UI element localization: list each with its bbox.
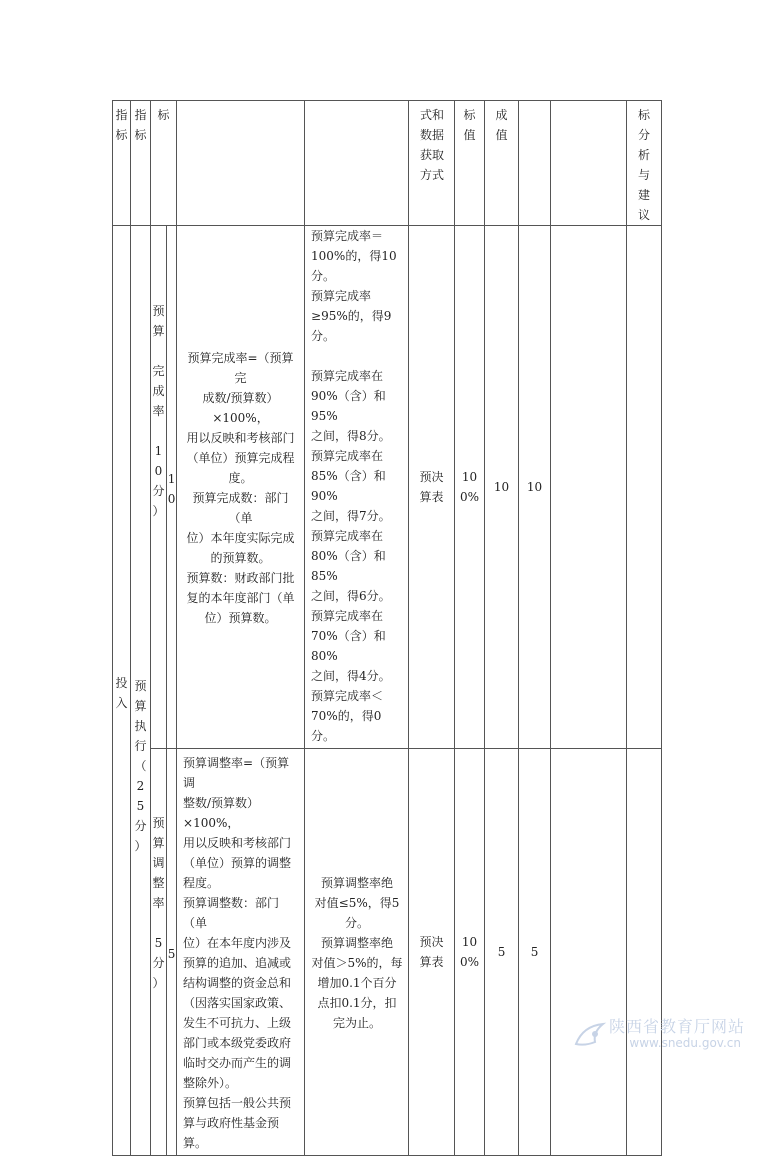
criteria-line: 增加0.1个百分 (317, 976, 397, 990)
criteria-line: 预算完成率在 (311, 529, 384, 543)
definition-line: 的预算数。 (210, 551, 271, 565)
criteria-line: 之间，得4分。 (311, 669, 391, 683)
criteria-line: 70%的，得0分。 (311, 709, 382, 743)
target-line: 0% (459, 955, 480, 969)
level2-char: 行 (134, 738, 147, 753)
criteria-line: 分。 (345, 916, 370, 930)
indicator-name-char (151, 913, 166, 933)
header-line: 数据 (420, 128, 445, 142)
source-line: 预决 (419, 470, 444, 484)
level1-cell (113, 226, 131, 1156)
indicator-name-char: 率 (152, 896, 165, 910)
watermark-title: 陕西省教育厅网站 (608, 1017, 745, 1036)
actual-value: 5 (497, 945, 506, 959)
score-value: 5 (530, 945, 539, 959)
indicator-name-char: 分 (152, 956, 165, 970)
header-char: 标 (115, 128, 128, 142)
actual-cell (485, 226, 519, 749)
definition-line: 度。 (228, 471, 253, 485)
indicator-name-char: 成 (152, 384, 165, 398)
level2-char: 执 (134, 718, 147, 733)
header-deduction (551, 101, 627, 226)
site-logo-icon (573, 1020, 607, 1050)
criteria-line: 85%（含）和90% (311, 469, 386, 503)
level2-char: 5 (136, 798, 145, 813)
criteria-line: 完为止。 (333, 1016, 382, 1030)
definition-line: 位）本年度实际完成 (186, 531, 295, 545)
table-row (113, 226, 662, 749)
criteria-line: 90%（含）和95% (311, 389, 386, 423)
header-char: 标 (638, 108, 651, 122)
criteria-line: 预算完成率＝ (311, 229, 384, 243)
target-line: 10 (461, 935, 478, 949)
deduction-cell (551, 226, 627, 749)
level2-char: 2 (136, 778, 145, 793)
indicator-name-char: 1 (154, 444, 163, 458)
header-level3 (151, 101, 177, 226)
source-cell (409, 749, 455, 1156)
table-row (113, 749, 662, 1156)
level1-char: 入 (115, 695, 128, 710)
criteria-line: 预算完成率在 (311, 609, 384, 623)
weight-cell (167, 749, 177, 1156)
definition-line: 用以反映和考核部门 (183, 836, 292, 850)
indicator-name-char: 算 (152, 324, 165, 338)
indicator-name-char (151, 341, 166, 361)
definition-line: 整数/预算数）×100%， (183, 796, 260, 830)
header-char: 值 (463, 128, 476, 142)
criteria-line: 预算完成率在 (311, 449, 384, 463)
indicator-name-char: 调 (152, 856, 165, 870)
header-criteria (305, 101, 409, 226)
indicator-name-char: 整 (152, 876, 165, 890)
definition-line: 算。 (183, 1136, 208, 1150)
criteria-line (311, 346, 403, 366)
indicator-name-char: ） (152, 504, 165, 518)
criteria-line: ≥95%的，得9分。 (311, 309, 392, 343)
level2-cell (131, 226, 151, 1156)
indicator-name-char: 算 (152, 836, 165, 850)
criteria-line: 分。 (311, 269, 336, 283)
definition-line: 临时交办而产生的调 (183, 1056, 292, 1070)
criteria-cell (305, 749, 409, 1156)
header-source (409, 101, 455, 226)
indicator-name-char: 预 (152, 304, 165, 318)
criteria-line: 点扣0.1分，扣 (317, 996, 397, 1010)
definition-line: （因落实国家政策、 (183, 996, 292, 1010)
analysis-cell (627, 749, 662, 1156)
indicator-name-char: ） (152, 976, 165, 990)
weight-char: 1 (167, 472, 176, 486)
target-line: 0% (459, 490, 480, 504)
actual-value: 10 (493, 480, 510, 494)
header-char: 值 (495, 128, 508, 142)
source-line: 算表 (419, 955, 444, 969)
header-definition (177, 101, 305, 226)
definition-line: （单位）预算完成程 (186, 451, 295, 465)
indicator-name-char: 率 (152, 404, 165, 418)
indicator-name-char (151, 421, 166, 441)
header-line: 获取 (420, 148, 445, 162)
actual-cell (485, 749, 519, 1156)
level2-char: 算 (134, 698, 147, 713)
target-cell (455, 226, 485, 749)
header-analysis (627, 101, 662, 226)
definition-line: 程度。 (183, 876, 220, 890)
criteria-line: 预算完成率＜ (311, 689, 384, 703)
score-cell (519, 749, 551, 1156)
header-char: 析 (638, 148, 651, 162)
indicator-name-cell (151, 749, 167, 1156)
indicator-name-cell (151, 226, 167, 749)
score-value: 10 (526, 480, 543, 494)
definition-line: 预算数：财政部门批 (186, 571, 295, 585)
definition-line: 成数/预算数）×100%， (202, 391, 279, 425)
criteria-line: 对值＞5%的，每 (311, 956, 403, 970)
definition-line: 算与政府性基金预 (183, 1116, 280, 1130)
performance-evaluation-table (112, 100, 662, 1156)
indicator-name-char: 0 (154, 464, 163, 478)
weight-char: 5 (167, 947, 176, 961)
criteria-line: 80%（含）和85% (311, 549, 386, 583)
header-char: 与 (638, 168, 651, 182)
header-char: 建 (638, 188, 651, 202)
definition-line: 预算调整率=（预算调 (183, 756, 290, 790)
level2-char: 分 (134, 818, 147, 833)
indicator-name-char: 5 (154, 936, 163, 950)
analysis-cell (627, 226, 662, 749)
definition-line: 发生不可抗力、上级 (183, 1016, 292, 1030)
header-actual (485, 101, 519, 226)
definition-line: 预算调整数：部门（单 (183, 896, 280, 930)
header-line: 式和 (420, 108, 445, 122)
header-char: 分 (638, 128, 651, 142)
source-line: 预决 (419, 935, 444, 949)
definition-line: 预算的追加、追减或 (183, 956, 292, 970)
source-line: 算表 (419, 490, 444, 504)
level2-char: 预 (134, 678, 147, 693)
criteria-line: 100%的，得10 (311, 249, 397, 263)
level2-char: ） (134, 838, 147, 853)
weight-char: 0 (167, 492, 176, 506)
watermark-url: www.snedu.gov.cn (629, 1036, 741, 1050)
definition-line: 位）预算数。 (204, 611, 277, 625)
header-char: 标 (157, 108, 170, 122)
header-char: 指 (134, 108, 147, 122)
criteria-line: 预算调整率绝 (321, 876, 394, 890)
definition-line: 整除外）。 (183, 1076, 238, 1090)
score-cell (519, 226, 551, 749)
criteria-line: 对值≤5%，得5 (314, 896, 400, 910)
target-cell (455, 749, 485, 1156)
definition-line: （单位）预算的调整 (183, 856, 292, 870)
site-watermark (555, 1014, 745, 1058)
definition-cell (177, 226, 305, 749)
source-cell (409, 226, 455, 749)
header-char: 成 (495, 108, 508, 122)
indicator-name-char: 预 (152, 816, 165, 830)
header-level1 (113, 101, 131, 226)
deduction-cell (551, 749, 627, 1156)
criteria-line: 之间，得6分。 (311, 589, 391, 603)
definition-line: 预算包括一般公共预 (183, 1096, 292, 1110)
level2-char: （ (134, 758, 147, 773)
header-line: 方式 (420, 168, 445, 182)
definition-line: 用以反映和考核部门 (186, 431, 295, 445)
header-score (519, 101, 551, 226)
header-target (455, 101, 485, 226)
criteria-line: 预算完成率 (311, 289, 372, 303)
criteria-line: 预算完成率在 (311, 369, 384, 383)
target-line: 10 (461, 470, 478, 484)
header-char: 议 (638, 208, 651, 222)
indicator-name-char: 分 (152, 484, 165, 498)
header-char: 标 (134, 128, 147, 142)
header-char: 指 (115, 108, 128, 122)
criteria-line: 预算调整率绝 (321, 936, 394, 950)
header-char: 标 (463, 108, 476, 122)
definition-line: 部门或本级党委政府 (183, 1036, 292, 1050)
criteria-line: 70%（含）和80% (311, 629, 386, 663)
header-level2 (131, 101, 151, 226)
criteria-line: 之间，得8分。 (311, 429, 391, 443)
definition-line: 结构调整的资金总和 (183, 976, 292, 990)
definition-line: 复的本年度部门（单 (186, 591, 295, 605)
definition-cell (177, 749, 305, 1156)
criteria-cell (305, 226, 409, 749)
level1-char: 投 (115, 675, 128, 690)
weight-cell (167, 226, 177, 749)
indicator-name-char: 完 (152, 364, 165, 378)
definition-line: 位）在本年度内涉及 (183, 936, 292, 950)
definition-line: 预算完成率=（预算完 (187, 351, 294, 385)
definition-line: 预算完成数：部门（单 (192, 491, 289, 525)
header-row (113, 101, 662, 226)
criteria-line: 之间，得7分。 (311, 509, 391, 523)
